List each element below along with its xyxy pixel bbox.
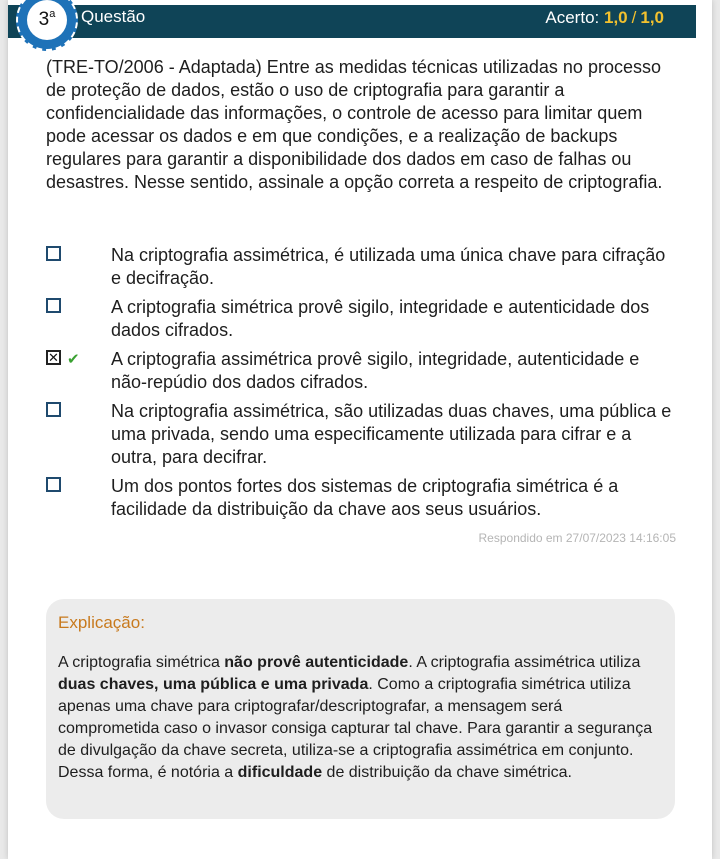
score-value: 1,0 bbox=[603, 8, 628, 27]
option-1-checkbox[interactable] bbox=[46, 246, 61, 261]
option-5-checkbox[interactable] bbox=[46, 477, 61, 492]
explanation-title: Explicação: bbox=[58, 613, 145, 632]
score bbox=[545, 8, 664, 28]
score-total: 1,0 bbox=[640, 8, 664, 27]
question-label: Questão bbox=[81, 7, 146, 26]
answered-timestamp: Respondido em 27/07/2023 14:16:05 bbox=[478, 531, 676, 545]
option-1-text: Na criptografia assimétrica, é utilizada uma única chave para cifração e decifração. bbox=[111, 245, 666, 288]
score-separator: / bbox=[631, 8, 637, 27]
question-card bbox=[8, 0, 712, 859]
option-3-checkbox-marked-icon[interactable]: ✕ bbox=[46, 350, 61, 365]
question-text: (TRE-TO/2006 - Adaptada) Entre as medidas técnicas utilizadas no processo de proteção de dados, estão o uso de criptografia para garantir a confidencialidade das informações, o controle de acesso para limitar quem pode acessar os dados e em que condições, e a realização de backups regulares para garantir a disponibilidade dos dados em caso de falhas ou desastres. Nesse sentido, assinale a opção correta a respeito de criptografia. bbox=[46, 57, 663, 192]
question-header bbox=[8, 5, 696, 38]
option-2-checkbox[interactable] bbox=[46, 298, 61, 313]
explanation-text: A criptografia simétrica não provê autenticidade. A criptografia assimétrica utiliza duas chaves, uma pública e uma privada. Como a criptografia simétrica utiliza apenas uma chave para criptografar/descriptografar, a mensagem será comprometida caso o invasor consiga capturar tal chave. Para garantir a segurança de divulgação da chave secreta, utiliza-se a criptografia assimétrica em conjunto. Dessa forma, é notória a dificuldade de distribuição da chave simétrica. bbox=[58, 654, 653, 781]
correct-check-icon: ✔ bbox=[67, 351, 80, 368]
option-4-text: Na criptografia assimétrica, são utilizadas duas chaves, uma pública e uma privada, sendo uma especificamente utilizada para cifrar e a outra, para decifrar. bbox=[111, 401, 672, 467]
option-5-text: Um dos pontos fortes dos sistemas de criptografia simétrica é a facilidade da distribuição da chave aos seus usuários. bbox=[111, 476, 619, 519]
option-3-text: A criptografia assimétrica provê sigilo, integridade, autenticidade e não-repúdio dos dados cifrados. bbox=[111, 349, 640, 392]
question-number-badge bbox=[16, 0, 78, 51]
option-4-checkbox[interactable] bbox=[46, 402, 61, 417]
question-number: 3$^a$ bbox=[27, 0, 67, 40]
option-2-text: A criptografia simétrica provê sigilo, integridade e autenticidade dos dados cifrados. bbox=[111, 297, 650, 340]
score-label: Acerto: bbox=[545, 8, 600, 27]
explanation-box bbox=[46, 599, 675, 819]
